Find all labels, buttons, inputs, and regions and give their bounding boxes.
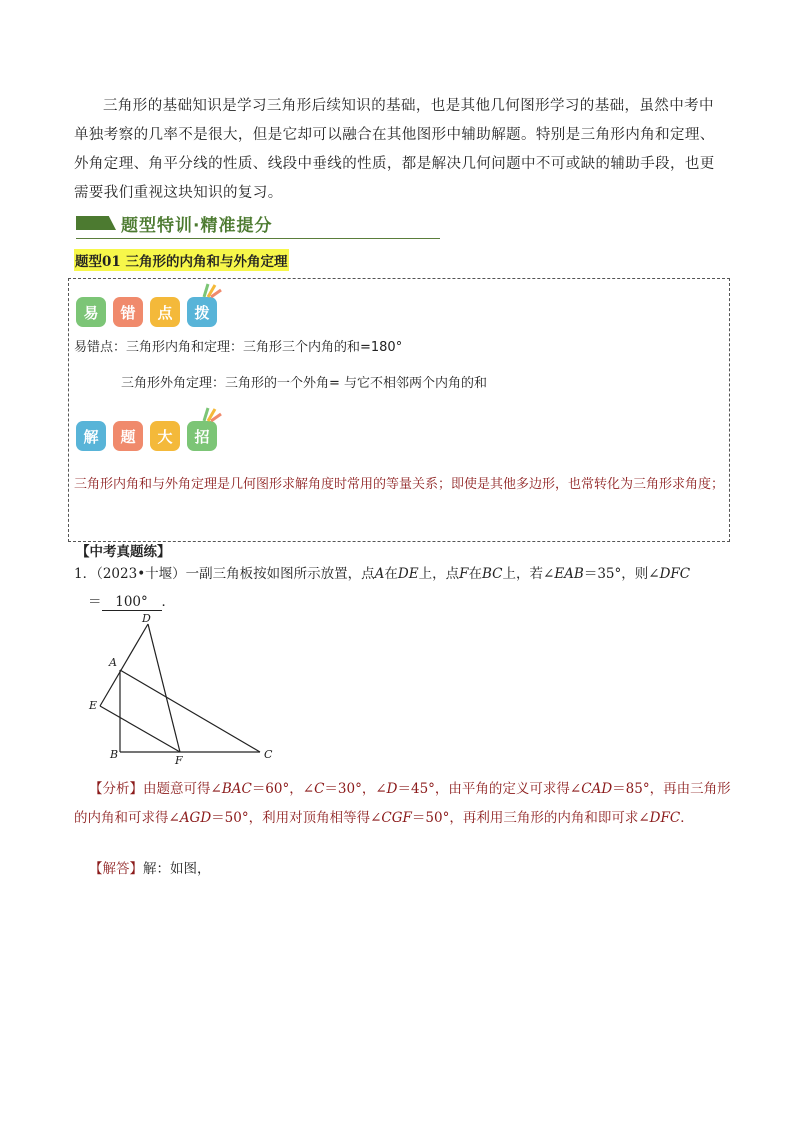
analysis-text: ． [680, 810, 694, 826]
badge-char: 题 [113, 421, 143, 451]
answer-blank: 100° [102, 594, 162, 611]
intro-paragraph: 三角形的基础知识是学习三角形后续知识的基础，也是其他几何图形学习的基础，虽然中考中单独考察的几率不是很大，但是它却可以融合在其他图形中辅助解题。特别是三角形内角和定理、外角定理、角平分线的性质、线段中垂线的性质，都是解决几何问题中不可或缺的辅助手段，也更需要我们重视这块知识的复习。 [74, 98, 715, 201]
solution-tag: 【解答】 [89, 861, 143, 877]
line-EF [100, 706, 180, 752]
question-text: 上，点 [418, 566, 460, 582]
triangle-figure [84, 612, 284, 772]
question-text: 一副三角板按如图所示放置，点 [185, 566, 375, 582]
math-var: D [386, 781, 398, 797]
section-bar-icon [76, 216, 116, 230]
badge-char: 点 [150, 297, 180, 327]
math-var: A [374, 566, 385, 582]
question-text: 在 [468, 566, 482, 582]
analysis-text: ＝60°，∠ [251, 781, 315, 797]
analysis-text: ＝30°，∠ [324, 781, 387, 797]
badge-char: 大 [150, 421, 180, 451]
math-var: DFC [649, 810, 681, 826]
question-text: ＝ [88, 594, 102, 610]
question-text: 在 [384, 566, 398, 582]
math-var: DFC [659, 566, 691, 582]
practice-header: 【中考真题练】 [76, 544, 171, 560]
math-var: CAD [581, 781, 613, 797]
sparkle-icon [202, 280, 222, 298]
section-title: 题型特训·精准提分 [121, 216, 273, 236]
label-E: E [89, 699, 98, 712]
analysis-text: ＝85°，再由三角形的内角和可求得∠ [74, 781, 731, 826]
analysis-paragraph [74, 775, 734, 833]
math-var: BAC [221, 781, 252, 797]
method-text: 三角形内角和与外角定理是几何图形求解角度时常用的等量关系；即使是其他多边形，也常转化为三角形求角度； [74, 477, 725, 492]
badge-char: 招 [187, 421, 217, 451]
label-C: C [264, 748, 273, 761]
question-1 [74, 560, 734, 616]
analysis-text: ＝45°，由平角的定义可求得∠ [397, 781, 582, 797]
math-var: C [314, 781, 325, 797]
badge-char: 错 [113, 297, 143, 327]
math-var: F [459, 566, 469, 582]
solution-text: 解：如图， [143, 861, 211, 877]
analysis-tag: 【分析】 [89, 781, 143, 797]
label-D: D [142, 612, 151, 625]
error-line-1: 易错点：三角形内角和定理：三角形三个内角的和=180° [74, 340, 403, 355]
line-AC [120, 670, 260, 752]
line-DF [148, 624, 180, 752]
math-var: BC [481, 566, 503, 582]
question-number: 1． [74, 566, 97, 582]
label-A: A [109, 656, 117, 669]
error-badge [76, 297, 217, 327]
section-header [76, 212, 440, 239]
math-var: DE [397, 566, 419, 582]
math-var: AGD [179, 810, 212, 826]
question-text: ＝35°，则∠ [583, 566, 660, 582]
badge-char: 拨 [187, 297, 217, 327]
error-line-2: 三角形外角定理：三角形的一个外角= 与它不相邻两个内角的和 [121, 376, 488, 391]
label-B: B [110, 748, 119, 761]
analysis-text: ＝50°，再利用三角形的内角和即可求∠ [411, 810, 650, 826]
solution-line [89, 857, 211, 877]
line-DE [100, 624, 148, 706]
question-text: 上，若∠ [502, 566, 555, 582]
type-title: 题型01 三角形的内角和与外角定理 [74, 249, 289, 271]
math-var: EAB [554, 566, 584, 582]
method-badge [76, 421, 217, 451]
analysis-text: ＝50°，利用对顶角相等得∠ [211, 810, 382, 826]
math-var: CGF [381, 810, 412, 826]
label-F: F [175, 754, 183, 767]
sparkle-icon [202, 404, 222, 422]
badge-char: 解 [76, 421, 106, 451]
question-source: （2023•十堰） [96, 566, 186, 582]
question-text: ． [161, 594, 175, 610]
analysis-text: 由题意可得∠ [143, 781, 222, 797]
badge-char: 易 [76, 297, 106, 327]
